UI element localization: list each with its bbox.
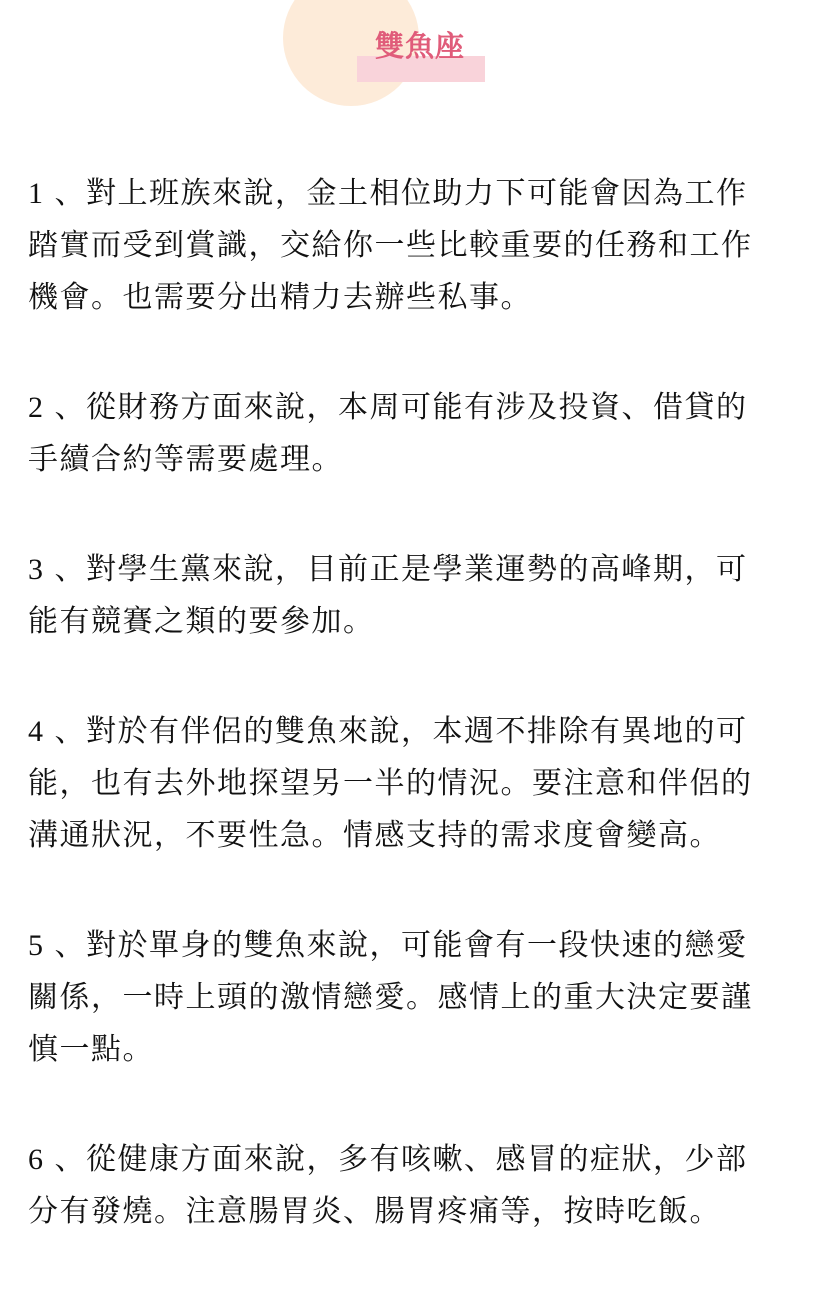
paragraph-line: 能有競賽之類的要參加。 [28,604,375,639]
paragraph-line: 分有發燒。注意腸胃炎、腸胃疼痛等，按時吃飯。 [28,1194,721,1229]
paragraph-line [28,382,810,434]
paragraph-4 [28,706,810,862]
paragraph-number: 3 [28,553,45,586]
paragraph-text: 、從財務方面來說，本周可能有涉及投資、借貸的 [54,390,748,425]
page-header [0,0,824,120]
paragraph-line [28,544,810,596]
paragraph-text: 、對上班族來說，金土相位助力下可能會因為工作 [54,176,748,211]
paragraph-line: 溝通狀況，不要性急。情感支持的需求度會變高。 [28,818,721,853]
paragraph-number: 1 [28,177,45,210]
paragraph-line [28,706,810,758]
paragraph-line: 慎一點。 [28,1032,154,1067]
paragraph-text: 、從健康方面來說，多有咳嗽、感冒的症狀，少部 [54,1142,748,1177]
paragraph-line [28,1134,810,1186]
paragraph-line: 關係，一時上頭的激情戀愛。感情上的重大決定要謹 [28,980,753,1015]
paragraph-number: 4 [28,715,45,748]
paragraph-number: 2 [28,391,45,424]
paragraph-line: 機會。也需要分出精力去辦些私事。 [28,280,532,315]
paragraph-text: 、對於有伴侶的雙魚來說，本週不排除有異地的可 [54,714,748,749]
paragraph-text: 、對學生黨來說，目前正是學業運勢的高峰期，可 [54,552,748,587]
paragraph-5 [28,920,810,1076]
paragraph-line: 手續合約等需要處理。 [28,442,343,477]
paragraph-line [28,168,810,220]
paragraph-line: 能，也有去外地探望另一半的情況。要注意和伴侶的 [28,766,753,801]
paragraph-6 [28,1134,810,1238]
paragraph-line: 踏實而受到賞識，交給你一些比較重要的任務和工作 [28,228,753,263]
paragraph-line [28,920,810,972]
paragraph-3 [28,544,810,648]
paragraph-number: 6 [28,1143,45,1176]
paragraph-number: 5 [28,929,45,962]
horoscope-content [28,168,810,1296]
paragraph-text: 、對於單身的雙魚來說，可能會有一段快速的戀愛 [54,928,748,963]
paragraph-1 [28,168,810,324]
paragraph-2 [28,382,810,486]
page-title: 雙魚座 [374,29,465,63]
